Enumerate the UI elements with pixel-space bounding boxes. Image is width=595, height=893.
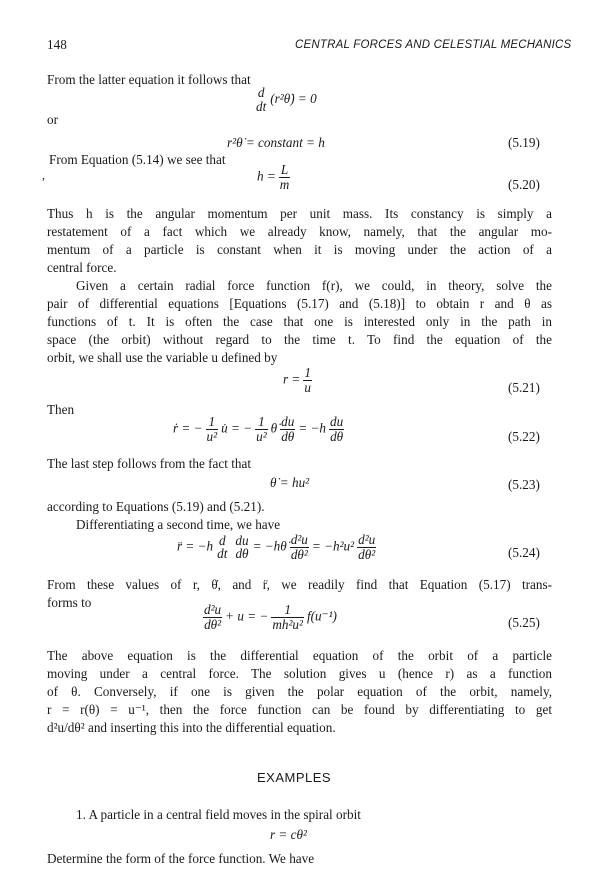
paragraph-angular-momentum-line-4: central force. — [47, 260, 117, 275]
equation-number-5-22: (5.22) — [508, 429, 540, 444]
examples-heading: EXAMPLES — [257, 770, 332, 785]
page-number: 148 — [47, 37, 67, 52]
equation-5-25: $\frac{\text{d²u}}{\text{dθ²}}$ + u = − $\frac{1}{\text{mh²u²}}$ f(u⁻¹) — [204, 602, 337, 632]
paragraph-orbit-equation-line-1: The above equation is the differential equation of the orbit of a particle — [47, 648, 552, 663]
paragraph-last-step: The last step follows from the fact that — [47, 456, 251, 471]
paragraph-values-line-2: forms to — [47, 595, 92, 610]
paragraph-values-line-1: From these values of r, θ̇, and r̈, we readily find that Equation (5.17) trans- — [47, 577, 552, 592]
margin-mark: , — [42, 168, 45, 182]
paragraph-force-function-line-2: pair of differential equations [Equations (5.17) and (5.18)] to obtain r and θ as — [47, 296, 552, 311]
equation-5-24: r̈ = −h d dt du dθ = −hθ̇ $\frac{\text{d²u}}{\text{dθ²}}$ = −h²u² $\frac{\text{d²u}}{\text{dθ²}}$ — [177, 532, 376, 562]
paragraph-orbit-equation-line-2: moving under a central force. The solution gives u (hence r) as a function — [47, 666, 552, 681]
paragraph-force-function-line-4: space (the orbit) without regard to the time t. To find the equation of the — [47, 332, 552, 347]
paragraph-orbit-equation-line-5: d²u/dθ² and inserting this into the differential equation. — [47, 720, 336, 735]
paragraph-according-to: according to Equations (5.19) and (5.21). — [47, 499, 265, 514]
paragraph-angular-momentum-line-2: restatement of a fact which we already know, namely, that the angular mo- — [47, 224, 552, 239]
paragraph-force-function-line-5: orbit, we shall use the variable u defined by — [47, 350, 278, 365]
equation-5-22: ṙ = − $\frac{1}{\text{u²}}$ u̇ = − $\frac{1}{\text{u²}}$ θ̇ $\frac{du}{d\theta}$ = −h $\frac{du}{d\theta}$ — [173, 414, 344, 444]
running-title: CENTRAL FORCES AND CELESTIAL MECHANICS — [295, 39, 572, 51]
fraction-d-dt: d dt — [256, 85, 267, 114]
example-1-text: Determine the form of the force function. We have — [47, 851, 315, 866]
equation-number-5-25: (5.25) — [508, 615, 540, 630]
or-label: or — [47, 112, 58, 127]
equation-number-5-21: (5.21) — [508, 380, 540, 395]
paragraph-force-function-line-1: Given a certain radial force function f(r), we could, in theory, solve the — [76, 278, 552, 293]
equation-5-20: h = $\frac{L}{m}$ — [257, 162, 290, 192]
paragraph-orbit-equation-line-4: r = r(θ) = u⁻¹, then the force function can be found by differentiating to get — [47, 702, 552, 717]
paragraph-angular-momentum-line-1: Thus h is the angular momentum per unit mass. Its constancy is simply a — [47, 206, 552, 221]
equation-time-derivative: d dt (r²θ̇) = 0 — [256, 85, 317, 114]
equation-5-19: r²θ̇ = constant = h — [227, 135, 325, 150]
paragraph-differentiating: Differentiating a second time, we have — [76, 517, 281, 532]
equation-number-5-23: (5.23) — [508, 477, 540, 492]
paragraph-from-equation: From Equation (5.14) we see that — [49, 152, 226, 167]
paragraph-force-function-line-3: functions of t. It is often the case that one is interested only in the path in — [47, 314, 552, 329]
equation-number-5-19: (5.19) — [508, 135, 540, 150]
example-1-statement: 1. A particle in a central field moves in the spiral orbit — [76, 807, 361, 822]
example-1-equation: r = cθ² — [270, 827, 307, 842]
paragraph-angular-momentum-line-3: mentum of a particle is constant when it is moving under the action of a — [47, 242, 552, 257]
equation-5-21: r = $\frac{1}{u}$ — [283, 365, 311, 395]
paragraph-orbit-equation-line-3: of θ. Conversely, if one is given the polar equation of the orbit, namely, — [47, 684, 552, 699]
equation-number-5-20: (5.20) — [508, 177, 540, 192]
paragraph-intro: From the latter equation it follows that — [47, 72, 251, 87]
equation-number-5-24: (5.24) — [508, 545, 540, 560]
then-label: Then — [47, 402, 75, 417]
equation-5-23: θ̇ = hu² — [270, 475, 310, 490]
